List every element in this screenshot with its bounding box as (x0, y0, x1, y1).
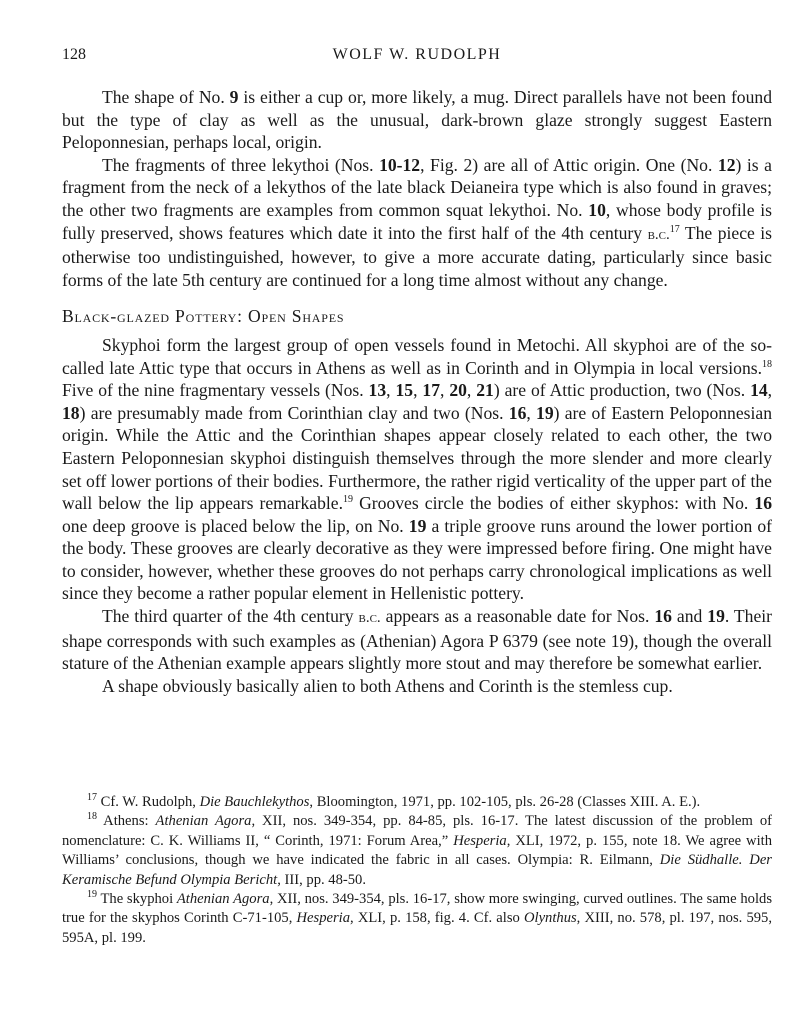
page-number: 128 (62, 46, 86, 63)
footnote-ref-19[interactable]: 19 (343, 494, 354, 506)
catalog-number: 17 (422, 380, 440, 401)
text: is either a cup or, more likely, a mug. Direct parallels have not been found but the type of clay as well as the unusual, dark-brown glaze strongly suggest Eastern Peloponnesian, perhaps local, origin. (62, 87, 772, 153)
text: . Their shape corresponds with such examples as (Athenian) Agora P 6379 (see note 19), though the overall stature of the Athenian example appears slightly more stout and may therefore be somewhat earlier. (62, 606, 772, 674)
catalog-number: 16 (654, 606, 672, 627)
catalog-number: 9 (229, 87, 239, 107)
catalog-number: 18 (62, 402, 80, 423)
text: The shape of No. (102, 87, 230, 107)
citation-title: Athenian Agora (176, 891, 270, 908)
text: , XII, nos. 349-354, pls. 16-17, show more swinging, curved outlines. The same holds true for the skyphos Corinth C-71-105, (62, 891, 772, 927)
footnote-number: 17 (87, 792, 97, 804)
footnote-number: 18 (87, 811, 97, 823)
text: The fragments of three lekythoi (Nos. (102, 154, 380, 175)
footnote-ref-17[interactable]: 17 (669, 223, 680, 235)
main-text (62, 86, 772, 697)
section-heading: Black-glazed Pottery: Open Shapes (62, 306, 345, 327)
separator: , (439, 380, 450, 401)
page-header (62, 46, 772, 70)
text: The third quarter of the 4th century (102, 606, 359, 627)
paragraph-1 (62, 86, 772, 154)
footnote-17 (62, 793, 772, 812)
separator: , (413, 380, 423, 401)
text: , XII, nos. 349-354, pp. 84-85, pls. 16-17. The latest discussion of the problem of nomenclature: C. K. Williams II, “ Corinth, 1971: Forum Area,” (62, 813, 772, 849)
separator: , (767, 380, 773, 401)
text: Cf. W. Rudolph, (97, 794, 200, 810)
text: a triple groove runs around the lower portion of the body. These grooves are clearly decorative as they were impressed before firing. One might have to consider, however, whether these grooves do not perhaps carry chronological implications as well since they become a rather popular element in Hellenistic pottery. (62, 515, 772, 604)
catalog-number: 19 (408, 515, 427, 536)
running-head: WOLF W. RUDOLPH (332, 46, 502, 63)
text: , Bloomington, 1971, pp. 102-105, pls. 26-28 (Classes XIII. A. E.). (309, 794, 701, 810)
text: , XLI, p. 158, fig. 4. Cf. also (350, 910, 524, 927)
text: The piece is otherwise too undistinguished, however, to give a more accurate dating, particularly since basic forms of the late 5th century are continued for a long time almost without any change. (62, 222, 773, 290)
text: Athens: (97, 813, 156, 830)
text: , Fig. 2) are all of Attic origin. One (No. (420, 154, 718, 175)
text: ) are presumably made from Corinthian clay and two (Nos. (79, 402, 509, 423)
catalog-number: 15 (395, 380, 414, 401)
text: Skyphoi form the largest group of open vessels found in Metochi. All skyphoi are of the so-called late Attic type that occurs in Athens as well as in Corinth and in Olympia in local versions. (62, 334, 772, 378)
footnote-ref-18[interactable]: 18 (762, 358, 772, 370)
separator: , (526, 402, 537, 423)
text: one deep groove is placed below the lip, on No. (62, 515, 409, 536)
catalog-number: 12 (717, 154, 736, 175)
catalog-number: 16 (754, 493, 772, 514)
paragraph-3 (62, 334, 772, 605)
paragraph-5: A shape obviously basically alien to both Athens and Corinth is the stemless cup. (102, 675, 673, 696)
citation-title: Athenian Agora (155, 813, 252, 830)
citation-title: Hesperia (453, 832, 507, 849)
catalog-number: 21 (476, 380, 494, 401)
text: appears as a reasonable date for Nos. (380, 606, 655, 627)
catalog-number: 20 (449, 380, 467, 401)
text: and (671, 606, 708, 627)
text: ) are of Attic production, two (Nos. (493, 380, 751, 401)
text: The skyphoi (97, 891, 177, 908)
text: ) is a fragment from the neck of a lekythos of the late black Deianeira type which is also found in graves; the other two fragments are examples from common squat lekythoi. No. (62, 154, 772, 220)
catalog-number: 16 (508, 402, 527, 423)
text: , III, pp. 48-50. (277, 871, 366, 888)
text: ) are of Eastern Peloponnesian origin. While the Attic and the Corinthian shapes appear closely related to each other, the two Eastern Peloponnesian skyphoi distinguish themselves through the more slender and more clearly set off lower portions of their bodies. Furthermore, the rather rigid verticality of the upper part of the wall below the lip appears remarkable. (62, 402, 772, 514)
text: Grooves circle the bodies of either skyphos: with No. (353, 493, 755, 514)
text: , whose body profile is fully preserved, shows features which date it into the first half of the 4th century (62, 199, 772, 243)
footnote-18 (62, 812, 772, 890)
paragraph-2 (62, 154, 772, 292)
era-abbreviation: b.c. (358, 610, 381, 627)
catalog-number: 19 (536, 402, 554, 423)
separator: , (466, 380, 477, 401)
catalog-number: 14 (750, 380, 768, 401)
footnote-number: 19 (87, 889, 97, 901)
era-abbreviation: b.c. (647, 226, 670, 243)
citation-title: Hesperia (296, 910, 351, 927)
text: Five of the nine fragmentary vessels (Nos. (62, 380, 369, 401)
catalog-number: 10 (588, 199, 606, 220)
separator: , (386, 380, 396, 401)
citation-title: Die Bauchlekythos (199, 794, 310, 810)
text: , XIII, no. 578, pl. 197, nos. 595, 595A, pl. 199. (62, 910, 772, 946)
citation-title: Die Südhalle. Der Keramische Befund Olympia Bericht (62, 852, 772, 888)
catalog-number: 10-12 (379, 154, 421, 175)
footnote-19 (62, 890, 772, 948)
text: , XLI, 1972, p. 155, note 18. We agree with Williams’ conclusions, though we have indicated the fabric in all cases. Olympia: R. Eilmann, (62, 832, 772, 869)
footnotes (62, 793, 772, 948)
catalog-number: 19 (707, 606, 725, 627)
paragraph-4 (62, 605, 772, 675)
citation-title: Olynthus (523, 910, 577, 927)
catalog-number: 13 (368, 380, 387, 401)
